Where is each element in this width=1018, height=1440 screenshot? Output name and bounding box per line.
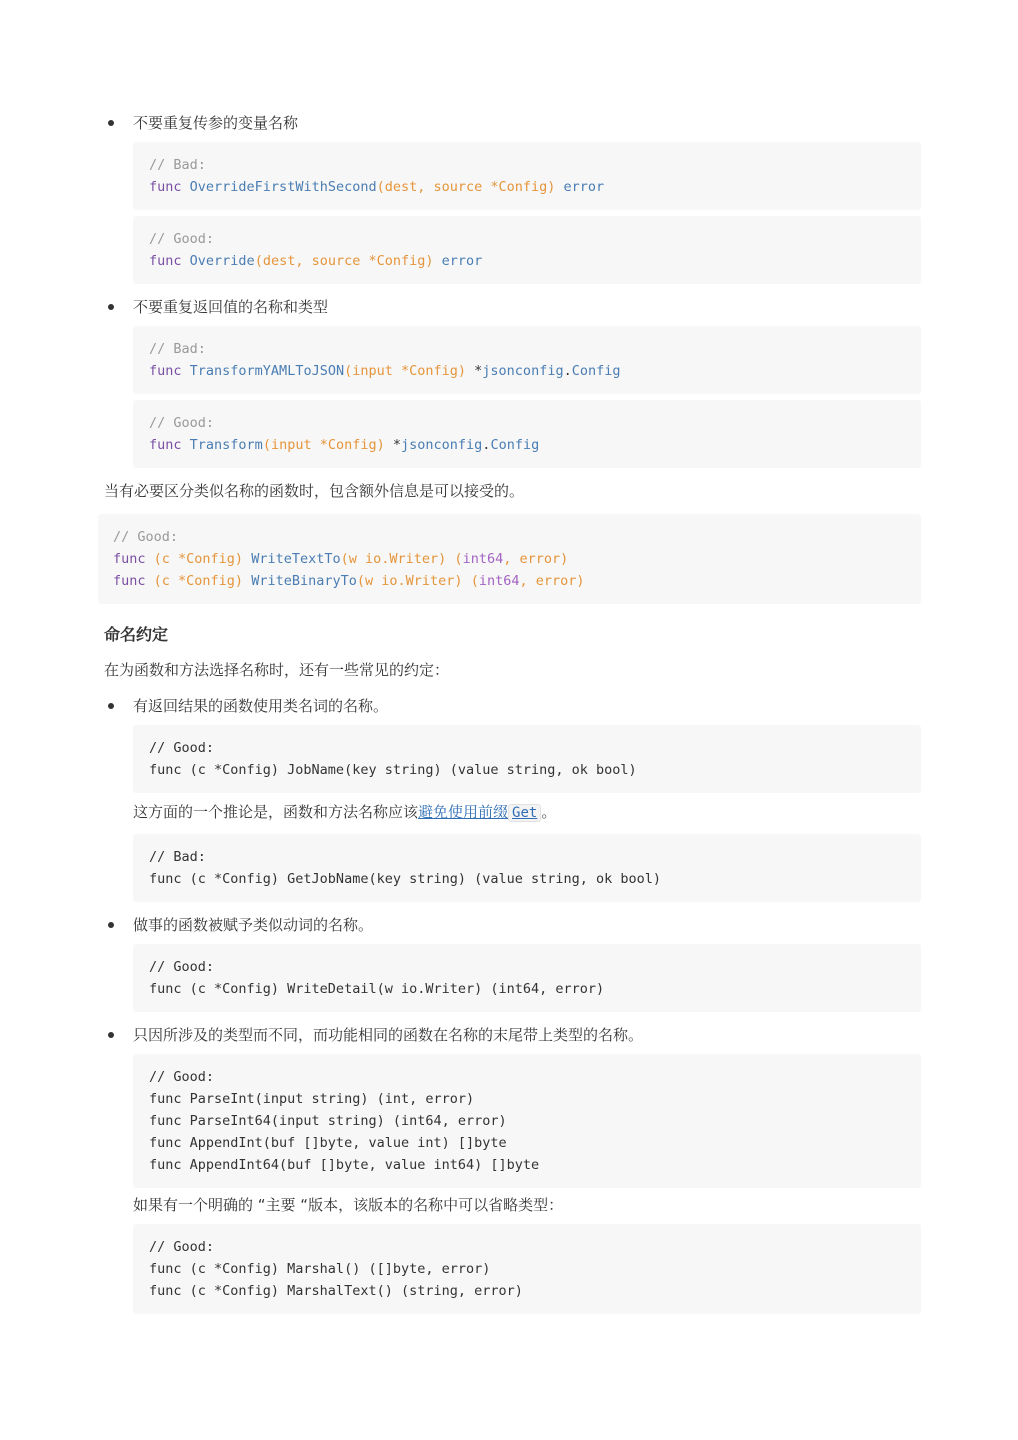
code-block-bad [133,834,921,902]
code-line: func (c *Config) Marshal() ([]byte, error) [149,1261,491,1277]
code-type: Config [571,363,621,379]
code-func-name: Override [189,253,255,269]
document-page [104,110,921,1314]
code-line: func ParseInt(input string) (int, error) [149,1091,475,1107]
code-line: // Good: [149,1069,215,1085]
code-func-name: WriteTextTo [251,551,341,567]
code-comment: // Bad: [149,341,206,357]
note-suffix: 。 [541,803,557,821]
bullet-dot [108,922,114,928]
code-keyword: func [113,551,146,567]
code-block-good [133,1054,921,1188]
code-comment: // Good: [149,231,215,247]
note-text: 如果有一个明确的 “主要 “版本，该版本的名称中可以省略类型： [133,1196,564,1214]
bullet-dot [108,120,114,126]
code-star: * [392,437,402,453]
code-func-name: OverrideFirstWithSecond [189,179,377,195]
code-line: func ParseInt64(input string) (int64, error) [149,1113,507,1129]
code-block-bad [133,326,921,394]
code-func-name: Transform [189,437,263,453]
code-type: int64 [462,551,504,567]
code-comment: // Good: [113,529,179,545]
code-block-good [133,400,921,468]
bullet-text: 做事的函数被赋予类似动词的名称。 [133,916,374,934]
code-receiver: (c *Config) [153,573,244,589]
code-return-rest: , error) [519,573,585,589]
code-return: error [563,179,605,195]
code-package: jsonconfig [401,437,483,453]
note-prefix: 这方面的一个推论是，函数和方法名称应该 [133,803,419,821]
avoid-get-prefix-link[interactable]: 避免使用前缀 [418,803,509,821]
code-block-good [98,514,921,604]
code-package: jsonconfig [482,363,564,379]
code-dot: . [563,363,572,379]
bullet-dot [108,1032,114,1038]
bullet-item-5 [104,1022,921,1314]
bullet-text: 只因所涉及的类型而不同，而功能相同的函数在名称的末尾带上类型的名称。 [133,1026,644,1044]
code-line: func (c *Config) WriteDetail(w io.Writer) (int64, error) [149,981,605,997]
bullet-item-1 [104,110,921,284]
code-type: Config [490,437,540,453]
code-params: (dest, source *Config) [376,179,556,195]
code-type: int64 [478,573,520,589]
code-keyword: func [149,179,182,195]
code-star: * [474,363,483,379]
code-line: func (c *Config) GetJobName(key string) (value string, ok bool) [149,871,662,887]
code-return-rest: , error) [503,551,569,567]
code-params: (dest, source *Config) [254,253,434,269]
bullet-text: 不要重复返回值的名称和类型 [133,298,329,316]
code-line: func AppendInt(buf []byte, value int) []byte [149,1135,507,1151]
paragraph: 当有必要区分类似名称的函数时，包含额外信息是可以接受的。 [104,482,525,500]
code-block-good [133,216,921,284]
section-heading: 命名约定 [104,625,169,644]
bullet-text: 不要重复传参的变量名称 [133,114,299,132]
bullet-dot [108,703,114,709]
code-line: func AppendInt64(buf []byte, value int64) []byte [149,1157,540,1173]
code-func-name: WriteBinaryTo [251,573,357,589]
bullet-item-4 [104,912,921,1012]
code-keyword: func [113,573,146,589]
code-comment: // Bad: [149,157,206,173]
code-line: // Bad: [149,849,206,865]
code-line: // Good: [149,740,215,756]
code-block-bad [133,142,921,210]
code-keyword: func [149,437,182,453]
code-params: (w io.Writer) [340,551,447,567]
code-keyword: func [149,253,182,269]
code-keyword: func [149,363,182,379]
code-line: func (c *Config) JobName(key string) (value string, ok bool) [149,762,637,778]
code-line: // Good: [149,1239,215,1255]
bullet-item-3 [104,693,921,902]
code-params: (input *Config) [262,437,385,453]
code-line: func (c *Config) MarshalText() (string, error) [149,1283,523,1299]
code-paren: ( [470,573,479,589]
code-return: error [441,253,483,269]
code-params: (input *Config) [344,363,467,379]
code-params: (w io.Writer) [356,573,463,589]
get-inline-code-link[interactable]: Get [508,804,541,822]
code-comment: // Good: [149,415,215,431]
note-text [133,799,921,826]
bullet-item-2 [104,294,921,468]
code-block-good [133,944,921,1012]
bullet-text: 有返回结果的函数使用类名词的名称。 [133,697,389,715]
code-func-name: TransformYAMLToJSON [189,363,345,379]
code-dot: . [482,437,491,453]
paragraph: 在为函数和方法选择名称时，还有一些常见的约定： [104,661,450,679]
code-block-good [133,725,921,793]
code-line: // Good: [149,959,215,975]
code-paren: ( [454,551,463,567]
bullet-dot [108,304,114,310]
code-receiver: (c *Config) [153,551,244,567]
code-block-good [133,1224,921,1314]
